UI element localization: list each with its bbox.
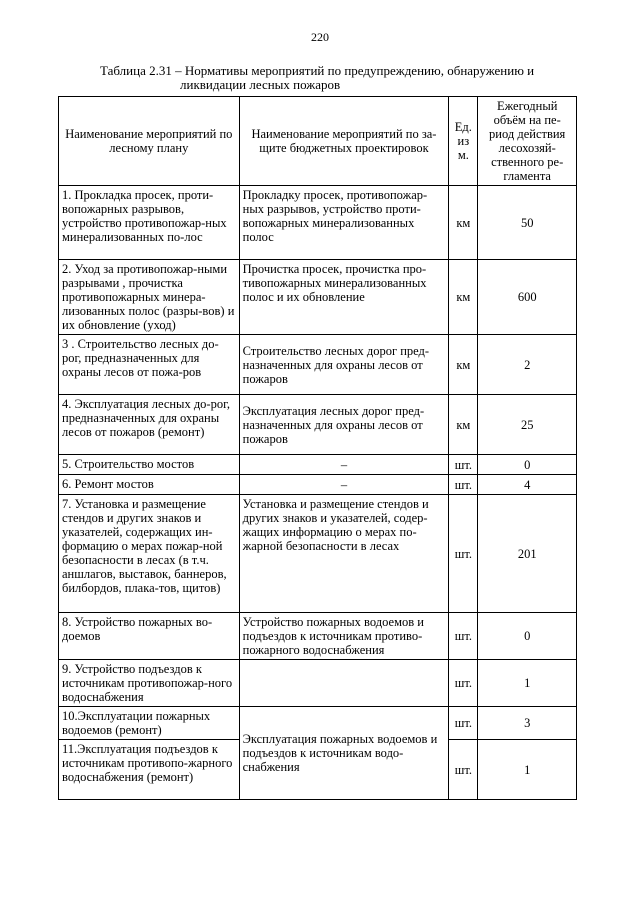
fire-measures-table	[58, 96, 577, 800]
cell-unit: шт.	[449, 660, 478, 707]
header-unit: Ед. из м.	[449, 97, 478, 186]
table-header-row	[59, 97, 577, 186]
cell-value: 1	[478, 740, 577, 800]
cell-plan: 9. Устройство подъездов к источникам противопожар-ного водоснабжения	[59, 660, 240, 707]
cell-budget: Эксплуатация лесных дорог пред-назначенных для охраны лесов от пожаров	[239, 395, 449, 455]
cell-value: 0	[478, 455, 577, 475]
cell-plan: 7. Установка и размещение стендов и других знаков и указателей, содержащих ин-формацию о мерах пожар-ной безопасности в лесах (в т.ч. аншлагов, выставок, баннеров, билбордов, плака-тов, щитов)	[59, 495, 240, 613]
cell-unit: шт.	[449, 455, 478, 475]
cell-value: 25	[478, 395, 577, 455]
table-row	[59, 335, 577, 395]
cell-value: 4	[478, 475, 577, 495]
cell-budget: Строительство лесных дорог пред-назначенных для охраны лесов от пожаров	[239, 335, 449, 395]
table-row	[59, 186, 577, 260]
cell-budget: Прокладку просек, противопожар-ных разрывов, устройство проти-вопожарных минерализованных полос	[239, 186, 449, 260]
cell-plan: 6. Ремонт мостов	[59, 475, 240, 495]
table-row	[59, 707, 577, 740]
cell-unit: шт.	[449, 740, 478, 800]
cell-plan: 1. Прокладка просек, проти-вопожарных разрывов, устройство противопожар-ных минерализованных по-лос	[59, 186, 240, 260]
cell-budget	[239, 660, 449, 707]
cell-budget: –	[239, 455, 449, 475]
table-caption	[100, 64, 580, 92]
cell-unit: шт.	[449, 495, 478, 613]
table-row	[59, 475, 577, 495]
header-plan: Наименование мероприятий по лесному плану	[59, 97, 240, 186]
header-annual-volume: Ежегодный объём на пе-риод действия лесохозяй-ственного ре-гламента	[478, 97, 577, 186]
cell-value: 0	[478, 613, 577, 660]
cell-budget: –	[239, 475, 449, 495]
cell-value: 201	[478, 495, 577, 613]
cell-value: 600	[478, 260, 577, 335]
cell-unit: км	[449, 335, 478, 395]
table-row	[59, 495, 577, 613]
header-budget: Наименование мероприятий по за-щите бюджетных проектировок	[239, 97, 449, 186]
page-number: 220	[311, 30, 329, 44]
cell-value: 50	[478, 186, 577, 260]
cell-plan: 8. Устройство пожарных во-доемов	[59, 613, 240, 660]
table-row	[59, 395, 577, 455]
table-row	[59, 660, 577, 707]
cell-unit: шт.	[449, 707, 478, 740]
cell-plan: 4. Эксплуатация лесных до-рог, предназначенных для охраны лесов от пожаров (ремонт)	[59, 395, 240, 455]
cell-value: 3	[478, 707, 577, 740]
caption-line-2: ликвидации лесных пожаров	[180, 77, 341, 92]
cell-unit: шт.	[449, 613, 478, 660]
cell-budget: Установка и размещение стендов и других знаков и указателей, содер-жащих информацию о мерах по-жарной безопасности в лесах	[239, 495, 449, 613]
table-row	[59, 455, 577, 475]
cell-plan: 5. Строительство мостов	[59, 455, 240, 475]
cell-plan: 11.Эксплуатация подъездов к источникам противопо-жарного водоснабжения (ремонт)	[59, 740, 240, 800]
cell-value: 1	[478, 660, 577, 707]
cell-unit: км	[449, 260, 478, 335]
cell-plan: 2. Уход за противопожар-ными разрывами , прочистка противопожарных минера-лизованных полос (разры-вов) и их обновление (уход)	[59, 260, 240, 335]
cell-unit: км	[449, 395, 478, 455]
cell-plan: 3 . Строительство лесных до-рог, предназначенных для охраны лесов от пожа-ров	[59, 335, 240, 395]
cell-budget: Эксплуатация пожарных водоемов и подъездов к источникам водо-снабжения	[239, 707, 449, 800]
cell-unit: км	[449, 186, 478, 260]
cell-plan: 10.Эксплуатации пожарных водоемов (ремонт)	[59, 707, 240, 740]
cell-unit: шт.	[449, 475, 478, 495]
cell-value: 2	[478, 335, 577, 395]
caption-line-1: Таблица 2.31 – Нормативы мероприятий по предупреждению, обнаружению и	[100, 63, 535, 78]
table-row	[59, 613, 577, 660]
table-row	[59, 260, 577, 335]
cell-budget: Прочистка просек, прочистка про-тивопожарных минерализованных полос и их обновление	[239, 260, 449, 335]
cell-budget: Устройство пожарных водоемов и подъездов к источникам противо-пожарного водоснабжения	[239, 613, 449, 660]
